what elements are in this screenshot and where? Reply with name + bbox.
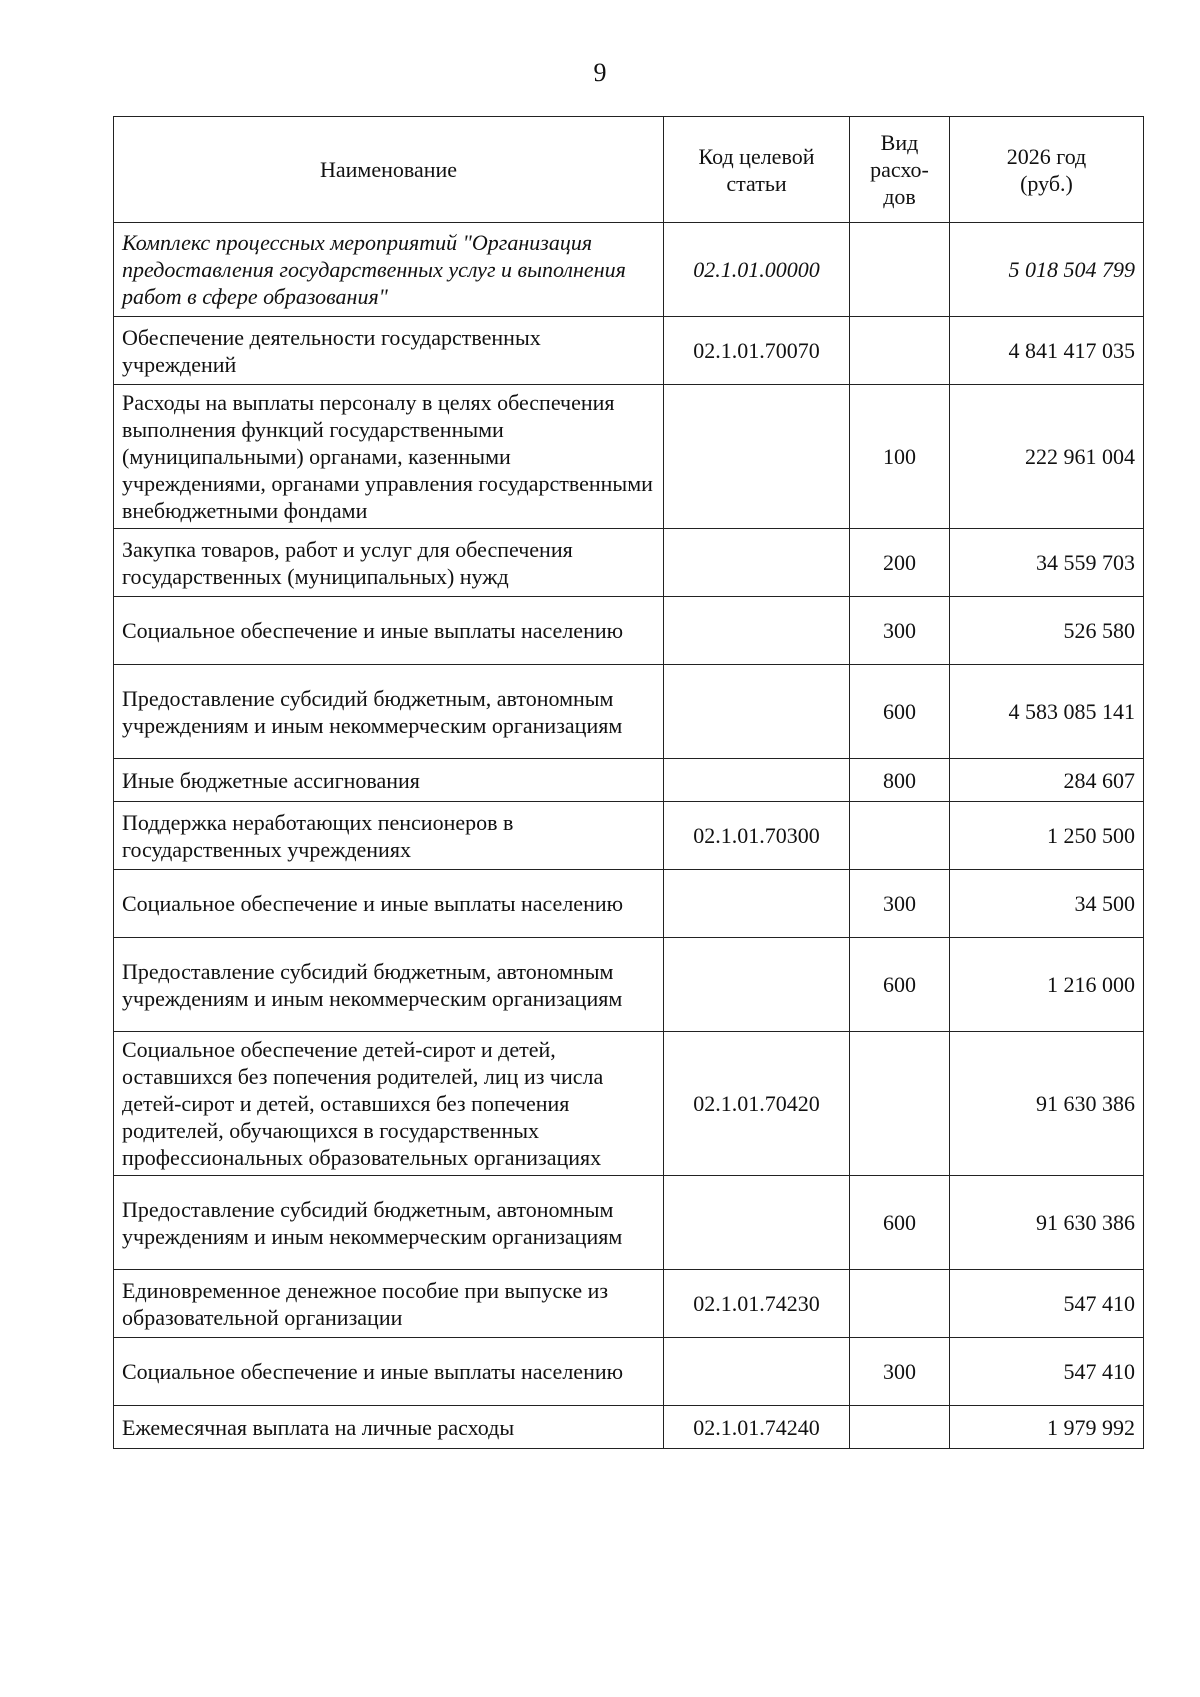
- row-type: 300: [850, 597, 950, 665]
- row-amount: 526 580: [950, 597, 1144, 665]
- row-code: [664, 529, 850, 597]
- row-amount: 1 979 992: [950, 1406, 1144, 1449]
- row-type: [850, 1406, 950, 1449]
- budget-table: [113, 116, 1144, 1449]
- row-amount: 222 961 004: [950, 385, 1144, 529]
- row-code: 02.1.01.00000: [664, 223, 850, 317]
- row-type: 300: [850, 1338, 950, 1406]
- row-amount: 4 841 417 035: [950, 317, 1144, 385]
- row-type: [850, 1032, 950, 1176]
- row-name: Иные бюджетные ассигнования: [114, 759, 664, 802]
- row-amount: 284 607: [950, 759, 1144, 802]
- row-code: [664, 665, 850, 759]
- row-type: 300: [850, 870, 950, 938]
- page-number: 9: [593, 58, 607, 87]
- row-name: Социальное обеспечение и иные выплаты населению: [114, 1338, 664, 1406]
- table-row: [114, 317, 1144, 385]
- row-type: 600: [850, 938, 950, 1032]
- row-code: 02.1.01.74240: [664, 1406, 850, 1449]
- row-code: [664, 597, 850, 665]
- row-name: Социальное обеспечение и иные выплаты населению: [114, 597, 664, 665]
- row-amount: 547 410: [950, 1270, 1144, 1338]
- table-row: [114, 802, 1144, 870]
- row-name: Поддержка неработающих пенсионеров в государственных учреждениях: [114, 802, 664, 870]
- row-amount: 91 630 386: [950, 1032, 1144, 1176]
- row-type: [850, 1270, 950, 1338]
- row-name: Предоставление субсидий бюджетным, автономным учреждениям и иным некоммерческим организациям: [114, 665, 664, 759]
- row-name: Социальное обеспечение детей-сирот и детей, оставшихся без попечения родителей, лиц из числа детей-сирот и детей, оставшихся без попечения родителей, обучающихся в государственных профессиональных образовательных организациях: [114, 1032, 664, 1176]
- table-row: [114, 759, 1144, 802]
- row-type: [850, 802, 950, 870]
- table-row: [114, 1406, 1144, 1449]
- row-name: Социальное обеспечение и иные выплаты населению: [114, 870, 664, 938]
- table-header-row: [114, 117, 1144, 223]
- row-name: Предоставление субсидий бюджетным, автономным учреждениям и иным некоммерческим организациям: [114, 1176, 664, 1270]
- row-code: [664, 385, 850, 529]
- row-code: 02.1.01.70300: [664, 802, 850, 870]
- table-row: [114, 1338, 1144, 1406]
- table-row: [114, 597, 1144, 665]
- row-code: [664, 759, 850, 802]
- row-amount: 4 583 085 141: [950, 665, 1144, 759]
- row-name: Закупка товаров, работ и услуг для обеспечения государственных (муниципальных) нужд: [114, 529, 664, 597]
- header-amount: 2026 год (руб.): [950, 117, 1144, 223]
- row-type: 800: [850, 759, 950, 802]
- row-name: Ежемесячная выплата на личные расходы: [114, 1406, 664, 1449]
- row-code: [664, 1176, 850, 1270]
- row-code: [664, 1338, 850, 1406]
- table-row: [114, 385, 1144, 529]
- row-amount: 5 018 504 799: [950, 223, 1144, 317]
- row-amount: 1 250 500: [950, 802, 1144, 870]
- row-type: 100: [850, 385, 950, 529]
- row-amount: 547 410: [950, 1338, 1144, 1406]
- header-code: Код целевой статьи: [664, 117, 850, 223]
- row-name: Единовременное денежное пособие при выпуске из образовательной организации: [114, 1270, 664, 1338]
- table-row: [114, 870, 1144, 938]
- row-name: Комплекс процессных мероприятий "Организация предоставления государственных услуг и выполнения работ в сфере образования": [114, 223, 664, 317]
- header-expense-type: Вид расхо- дов: [850, 117, 950, 223]
- row-type: 600: [850, 1176, 950, 1270]
- row-code: [664, 938, 850, 1032]
- table-row: [114, 1032, 1144, 1176]
- row-name: Предоставление субсидий бюджетным, автономным учреждениям и иным некоммерческим организациям: [114, 938, 664, 1032]
- table-row: [114, 665, 1144, 759]
- row-type: [850, 223, 950, 317]
- row-amount: 34 500: [950, 870, 1144, 938]
- row-code: [664, 870, 850, 938]
- row-code: 02.1.01.70420: [664, 1032, 850, 1176]
- row-name: Расходы на выплаты персоналу в целях обеспечения выполнения функций государственными (муниципальными) органами, казенными учреждениями, органами управления государственными внебюджетными фондами: [114, 385, 664, 529]
- table-row: [114, 529, 1144, 597]
- table-row: [114, 223, 1144, 317]
- table-row: [114, 1270, 1144, 1338]
- row-type: 200: [850, 529, 950, 597]
- row-amount: 91 630 386: [950, 1176, 1144, 1270]
- row-amount: 1 216 000: [950, 938, 1144, 1032]
- row-type: 600: [850, 665, 950, 759]
- header-name: Наименование: [114, 117, 664, 223]
- row-type: [850, 317, 950, 385]
- table-row: [114, 938, 1144, 1032]
- row-amount: 34 559 703: [950, 529, 1144, 597]
- row-code: 02.1.01.74230: [664, 1270, 850, 1338]
- row-code: 02.1.01.70070: [664, 317, 850, 385]
- row-name: Обеспечение деятельности государственных учреждений: [114, 317, 664, 385]
- table-row: [114, 1176, 1144, 1270]
